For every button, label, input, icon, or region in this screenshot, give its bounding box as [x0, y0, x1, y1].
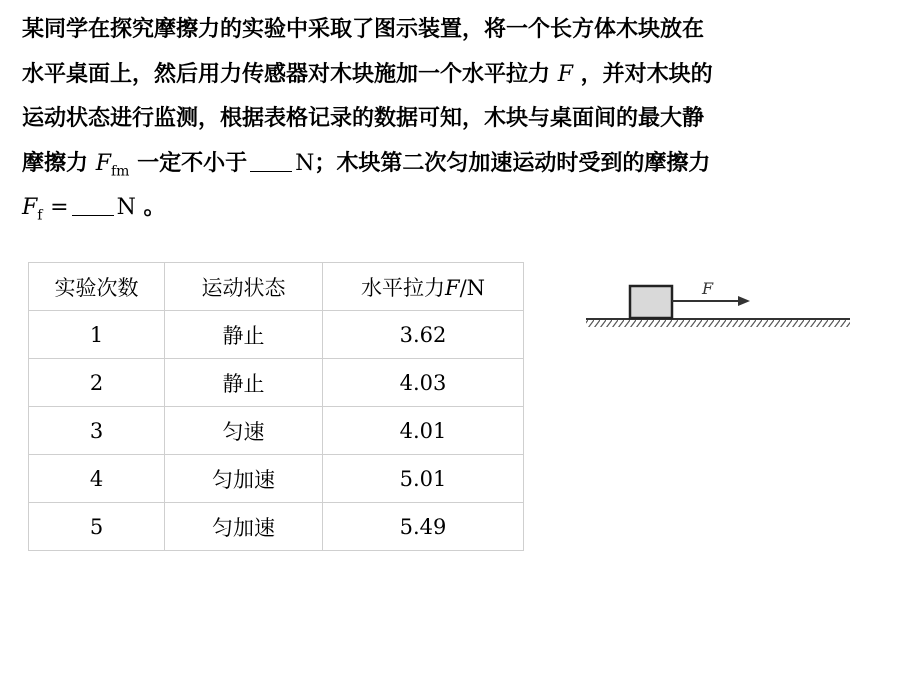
fm-subscript: fm: [110, 162, 130, 179]
block-on-table-diagram: [582, 272, 854, 336]
question-line-5-end: 。: [143, 195, 166, 220]
unit-newton-2: N: [116, 195, 136, 220]
table-header-row: [29, 263, 524, 311]
cell-state: 静止: [165, 311, 323, 359]
table-surface-hatching: [586, 319, 850, 327]
question-text: [22, 8, 907, 231]
question-line-2-text-a: 水平桌面上，然后用力传感器对木块施加一个水平拉力: [22, 61, 551, 87]
question-line-4-text-b: 一定不小于: [137, 150, 248, 176]
cell-force: 4.03: [323, 359, 524, 407]
answer-blank-2[interactable]: [72, 193, 114, 216]
friction-symbol: [22, 195, 43, 224]
wooden-block: [630, 286, 672, 318]
table-row: [29, 359, 524, 407]
header-force: [323, 263, 524, 311]
table-row: [29, 407, 524, 455]
ff-symbol-letter: F: [22, 195, 38, 220]
max-static-friction-symbol: [95, 150, 130, 179]
header-force-unit: /N: [459, 275, 486, 300]
answer-blank-1[interactable]: [250, 149, 292, 172]
table-row: [29, 311, 524, 359]
header-force-label: 水平拉力: [360, 275, 445, 300]
cell-trial: 2: [29, 359, 165, 407]
unit-newton-1: N: [295, 150, 315, 176]
header-force-symbol: F: [444, 275, 460, 300]
question-line-1-text: 某同学在探究摩擦力的实验中采取了图示装置，将一个长方体木块放在: [22, 17, 705, 42]
header-state: 运动状态: [165, 263, 323, 311]
fm-symbol-letter: F: [95, 150, 111, 176]
question-line-4-text-a: 摩擦力: [22, 150, 89, 176]
equals-sign: =: [50, 195, 69, 220]
force-label: F: [702, 279, 714, 298]
cell-state: 匀加速: [165, 503, 323, 551]
experiment-data-table: [28, 262, 524, 551]
cell-trial: 4: [29, 455, 165, 503]
header-trial: 实验次数: [29, 263, 165, 311]
cell-force: 5.01: [323, 455, 524, 503]
question-line-5: [22, 186, 907, 231]
ff-subscript: f: [37, 207, 43, 224]
cell-force: 4.01: [323, 407, 524, 455]
question-line-3-text: 运动状态进行监测，根据表格记录的数据可知，木块与桌面间的最大静: [22, 106, 705, 131]
table-row: [29, 455, 524, 503]
question-line-3: [22, 97, 907, 142]
question-line-2: [22, 53, 907, 98]
cell-trial: 3: [29, 407, 165, 455]
question-line-4-text-c: ；木块第二次匀加速运动时受到的摩擦力: [314, 150, 711, 176]
question-line-4: [22, 142, 907, 187]
cell-state: 匀速: [165, 407, 323, 455]
cell-force: 5.49: [323, 503, 524, 551]
cell-trial: 1: [29, 311, 165, 359]
cell-trial: 5: [29, 503, 165, 551]
question-line-2-text-b: ，并对木块的: [580, 61, 713, 87]
question-line-1: [22, 8, 907, 53]
cell-state: 静止: [165, 359, 323, 407]
force-symbol: F: [557, 61, 573, 87]
cell-state: 匀加速: [165, 455, 323, 503]
force-arrow-icon: [738, 296, 750, 306]
cell-force: 3.62: [323, 311, 524, 359]
table-row: [29, 503, 524, 551]
